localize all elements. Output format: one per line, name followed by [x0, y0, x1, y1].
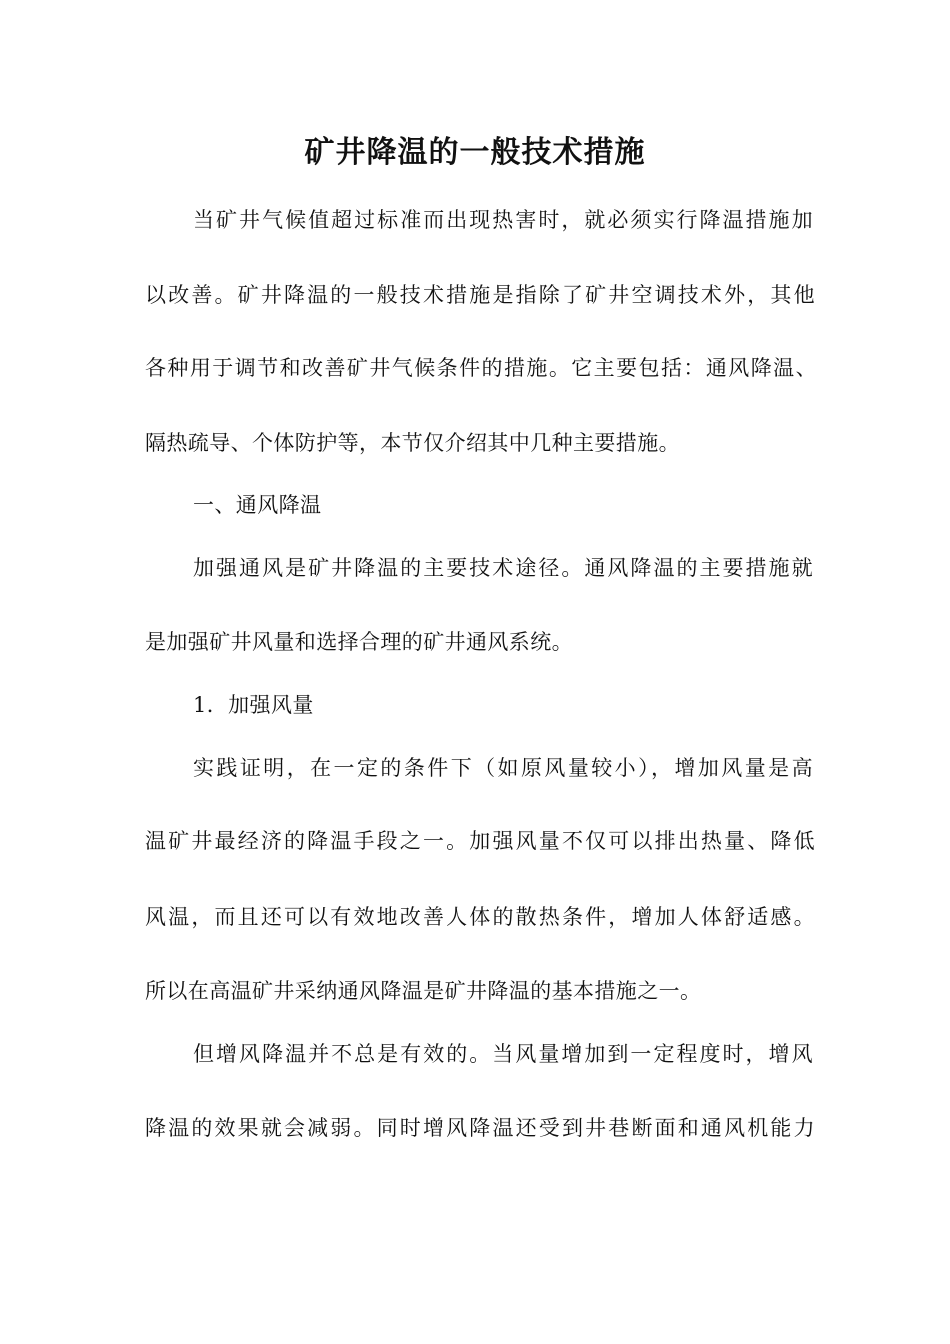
paragraph-line: 但增风降温并不总是有效的。当风量增加到一定程度时，增风 [193, 1042, 813, 1066]
paragraph-line: 加强通风是矿井降温的主要技术途径。通风降温的主要措施就 [193, 556, 813, 580]
paragraph-line: 当矿井气候值超过标准而出现热害时，就必须实行降温措施加 [193, 208, 813, 232]
paragraph-line: 风温，而且还可以有效地改善人体的散热条件，增加人体舒适感。 [145, 905, 815, 929]
paragraph-line: 实践证明，在一定的条件下（如原风量较小），增加风量是高 [193, 756, 813, 780]
subsection-heading: 1．加强风量 [193, 693, 314, 717]
paragraph-line: 隔热疏导、个体防护等，本节仅介绍其中几种主要措施。 [145, 431, 680, 455]
paragraph-line: 降温的效果就会减弱。同时增风降温还受到井巷断面和通风机能力 [145, 1116, 815, 1140]
paragraph-line: 是加强矿井风量和选择合理的矿井通风系统。 [145, 630, 573, 654]
paragraph-line: 各种用于调节和改善矿井气候条件的措施。它主要包括：通风降温、 [145, 356, 817, 380]
paragraph-line: 所以在高温矿井采纳通风降温是矿井降温的基本措施之一。 [145, 979, 702, 1003]
paragraph-line: 温矿井最经济的降温手段之一。加强风量不仅可以排出热量、降低 [145, 829, 815, 853]
paragraph-line: 以改善。矿井降温的一般技术措施是指除了矿井空调技术外，其他 [145, 283, 815, 307]
section-heading: 一、通风降温 [193, 493, 322, 517]
document-title: 矿井降温的一般技术措施 [304, 135, 646, 170]
